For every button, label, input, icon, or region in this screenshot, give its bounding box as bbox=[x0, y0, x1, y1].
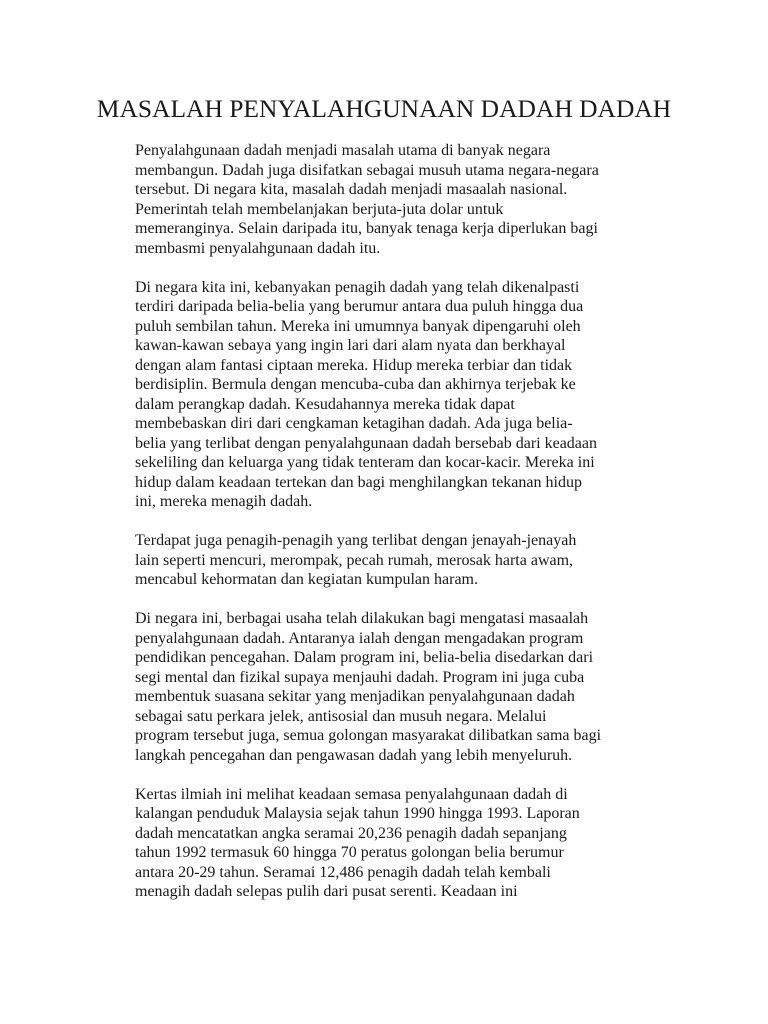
paragraph bbox=[135, 609, 655, 765]
paragraph bbox=[135, 531, 655, 590]
document-title: MASALAH PENYALAHGUNAAN DADAH DADAH bbox=[96, 94, 672, 123]
document-body bbox=[135, 141, 655, 921]
paragraph-line: tersebut. Di negara kita, masalah dadah menjadi masaalah nasional. bbox=[135, 181, 568, 198]
paragraph-line: mencabul kehormatan dan kegiatan kumpulan haram. bbox=[135, 571, 478, 588]
paragraph-line: program tersebut juga, semua golongan masyarakat dilibatkan sama bagi bbox=[135, 727, 602, 744]
paragraph-line: Penyalahgunaan dadah menjadi masalah utama di banyak negara bbox=[135, 142, 551, 159]
paragraph-line: terdiri daripada belia-belia yang berumur antara dua puluh hingga dua bbox=[135, 298, 584, 315]
paragraph-line: segi mental dan fizikal supaya menjauhi dadah. Program ini juga cuba bbox=[135, 668, 585, 686]
paragraph-line: kalangan penduduk Malaysia sejak tahun 1990 hingga 1993. Laporan bbox=[135, 805, 580, 822]
paragraph-line: hidup dalam keadaan tertekan dan bagi menghilangkan tekanan hidup bbox=[135, 473, 582, 491]
paragraph-line: berdisiplin. Bermula dengan mencuba-cuba dan akhirnya terjebak ke bbox=[135, 376, 576, 393]
paragraph-line: kawan-kawan sebaya yang ingin lari dari alam nyata dan berkhayal bbox=[135, 337, 566, 354]
paragraph-line: dengan alam fantasi ciptaan mereka. Hidup mereka terbiar dan tidak bbox=[135, 356, 573, 374]
paragraph-line: puluh sembilan tahun. Mereka ini umumnya banyak dipengaruhi oleh bbox=[135, 317, 581, 335]
paragraph-line: dadah mencatatkan angka seramai 20,236 penagih dadah sepanjang bbox=[135, 824, 567, 842]
paragraph-line: langkah pencegahan dan pengawasan dadah yang lebih menyeluruh. bbox=[135, 746, 573, 764]
paragraph-line: ini, mereka menagih dadah. bbox=[135, 493, 313, 510]
paragraph bbox=[135, 141, 655, 258]
paragraph-line: Kertas ilmiah ini melihat keadaan semasa penyalahgunaan dadah di bbox=[135, 785, 568, 803]
paragraph-line: membebaskan diri dari cengkaman ketagihan dadah. Ada juga belia- bbox=[135, 415, 573, 432]
paragraph-line: membangun. Dadah juga disifatkan sebagai musuh utama negara-negara bbox=[135, 161, 599, 179]
paragraph bbox=[135, 785, 655, 902]
paragraph-line: tahun 1992 termasuk 60 hingga 70 peratus golongan belia berumur bbox=[135, 844, 564, 861]
paragraph-line: memeranginya. Selain daripada itu, banyak tenaga kerja diperlukan bagi bbox=[135, 220, 598, 237]
paragraph-line: lain seperti mencuri, merompak, pecah rumah, merosak harta awam, bbox=[135, 551, 574, 569]
paragraph-line: membentuk suasana sekitar yang menjadikan penyalahgunaan dadah bbox=[135, 688, 575, 705]
paragraph-line: Di negara ini, berbagai usaha telah dilakukan bagi mengatasi masaalah bbox=[135, 610, 589, 627]
paragraph-line: antara 20-29 tahun. Seramai 12,486 penagih dadah telah kembali bbox=[135, 863, 551, 881]
paragraph-line: sekeliling dan keluarga yang tidak tenteram dan kocar-kacir. Mereka ini bbox=[135, 454, 595, 471]
paragraph-line: Terdapat juga penagih-penagih yang terlibat dengan jenayah-jenayah bbox=[135, 532, 577, 549]
paragraph-line: pendidikan pencegahan. Dalam program ini, belia-belia disedarkan dari bbox=[135, 649, 594, 666]
paragraph-line: menagih dadah selepas pulih dari pusat serenti. Keadaan ini bbox=[135, 883, 518, 900]
paragraph-line: Pemerintah telah membelanjakan berjuta-juta dolar untuk bbox=[135, 200, 504, 218]
paragraph-line: sebagai satu perkara jelek, antisosial dan musuh negara. Melalui bbox=[135, 707, 547, 725]
paragraph-line: dalam perangkap dadah. Kesudahannya mereka tidak dapat bbox=[135, 395, 515, 413]
paragraph-line: membasmi penyalahgunaan dadah itu. bbox=[135, 239, 381, 257]
paragraph bbox=[135, 278, 655, 512]
paragraph-line: Di negara kita ini, kebanyakan penagih dadah yang telah dikenalpasti bbox=[135, 278, 580, 296]
paragraph-line: penyalahgunaan dadah. Antaranya ialah dengan mengadakan program bbox=[135, 629, 584, 647]
paragraph-line: belia yang terlibat dengan penyalahgunaan dadah bersebab dari keadaan bbox=[135, 434, 598, 452]
